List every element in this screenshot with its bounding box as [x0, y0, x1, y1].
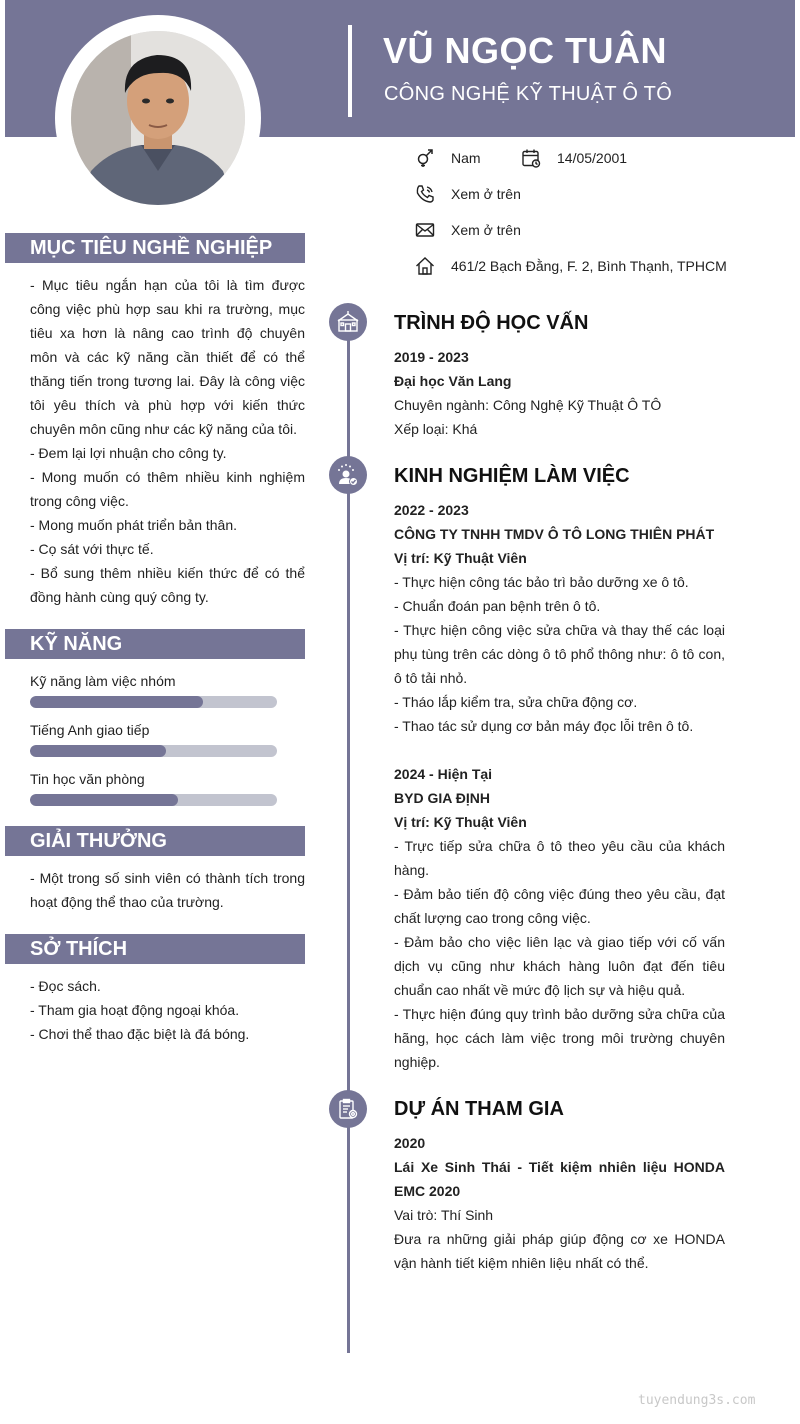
job-duty: - Thực hiện công tác bảo trì bảo dưỡng xe ô tô.: [394, 574, 689, 590]
skill-bar-fill: [30, 696, 203, 708]
candidate-name: VŨ NGỌC TUÂN: [383, 30, 667, 71]
job-block: [394, 498, 725, 738]
watermark: tuyendung3s.com: [638, 1393, 756, 1408]
skill-label: Tin học văn phòng: [30, 771, 145, 787]
objective-line: - Mục tiêu ngắn hạn của tôi là tìm được công việc phù hợp sau khi ra trường, mục tiêu xa hơn là nâng cao trình độ chuyên môn và các kỹ năng cần thiết để có thể thăng tiến trong tương lai. Đây là công việc tôi yêu thích và phù hợp với kiến thức chuyên môn cũng như các kỹ năng của tôi.: [30, 277, 305, 437]
job-company: CÔNG TY TNHH TMDV Ô TÔ LONG THIÊN PHÁT: [394, 526, 715, 542]
project-block: [394, 1131, 725, 1275]
objective-line: - Mong muốn có thêm nhiều kinh nghiệm trong công việc.: [30, 469, 305, 509]
team-icon: [329, 456, 367, 494]
gender-row: [414, 147, 481, 169]
job-duty: - Chuẩn đoán pan bệnh trên ô tô.: [394, 598, 601, 614]
skill-bar-fill: [30, 745, 166, 757]
job-company: BYD GIA ĐỊNH: [394, 790, 490, 806]
skill-bar: [30, 794, 277, 806]
job-duty: - Thực hiện công việc sửa chữa và thay thế các loại phụ tùng trên các dòng ô tô phổ thông như: ô tô con, ô tô tải nhỏ.: [394, 622, 725, 686]
job-block: [394, 762, 725, 1074]
phone-value: Xem ở trên: [451, 186, 521, 202]
school-icon: [329, 303, 367, 341]
hobbies-title: SỞ THÍCH: [5, 934, 305, 964]
education-major: Chuyên ngành: Công Nghệ Kỹ Thuật Ô TÔ: [394, 397, 662, 413]
project-year: 2020: [394, 1135, 426, 1151]
education-title: TRÌNH ĐỘ HỌC VẤN: [394, 312, 589, 334]
birthdate-value: 14/05/2001: [557, 150, 628, 166]
birthdate-row: [520, 147, 627, 169]
skill-bar: [30, 696, 277, 708]
project-role: Vai trò: Thí Sinh: [394, 1207, 494, 1223]
job-period: 2022 - 2023: [394, 502, 469, 518]
objective-text: [30, 273, 305, 609]
gender-icon: [414, 147, 436, 169]
profile-photo: [71, 31, 245, 205]
award-line: - Một trong số sinh viên có thành tích trong hoạt động thể thao của trường.: [30, 870, 305, 910]
skills-title: KỸ NĂNG: [5, 629, 305, 659]
hobby-line: - Tham gia hoạt động ngoại khóa.: [30, 1002, 240, 1018]
clipboard-gear-icon: [329, 1090, 367, 1128]
objective-line: - Đem lại lợi nhuận cho công ty.: [30, 445, 227, 461]
objective-line: - Mong muốn phát triển bản thân.: [30, 517, 238, 533]
education-school: Đại học Văn Lang: [394, 373, 512, 389]
calendar-icon: [520, 147, 542, 169]
job-duty: - Thực hiện đúng quy trình bảo dưỡng sửa chữa của hãng, học cách làm việc trong môi trường chuyên nghiệp.: [394, 1006, 725, 1070]
experience-title: KINH NGHIỆM LÀM VIỆC: [394, 465, 630, 487]
skill-label: Tiếng Anh giao tiếp: [30, 722, 150, 738]
email-row: [414, 219, 521, 241]
objective-line: - Cọ sát với thực tế.: [30, 541, 154, 557]
education-rank: Xếp loại: Khá: [394, 421, 478, 437]
home-icon: [414, 255, 436, 277]
address-value: 461/2 Bạch Đằng, F. 2, Bình Thạnh, TPHCM: [451, 258, 727, 274]
job-position: Vị trí: Kỹ Thuật Viên: [394, 814, 527, 830]
skill-label: Kỹ năng làm việc nhóm: [30, 673, 176, 689]
objective-line: - Bổ sung thêm nhiều kiến thức để có thể đồng hành cùng quý công ty.: [30, 565, 305, 605]
awards-text: [30, 866, 305, 914]
project-name: Lái Xe Sinh Thái - Tiết kiệm nhiên liệu HONDA EMC 2020: [394, 1159, 725, 1199]
skill-bar-fill: [30, 794, 178, 806]
envelope-icon: [414, 219, 436, 241]
skill-bar: [30, 745, 277, 757]
hobbies-text: [30, 974, 305, 1046]
phone-row: [414, 183, 521, 205]
hobby-line: - Chơi thể thao đặc biệt là đá bóng.: [30, 1026, 250, 1042]
projects-title: DỰ ÁN THAM GIA: [394, 1098, 564, 1120]
project-description: Đưa ra những giải pháp giúp động cơ xe HONDA vận hành tiết kiệm nhiên liệu nhất có thể.: [394, 1231, 725, 1271]
address-row: [414, 255, 727, 277]
objective-title: MỤC TIÊU NGHỀ NGHIỆP: [5, 233, 305, 263]
job-duty: - Trực tiếp sửa chữa ô tô theo yêu cầu của khách hàng.: [394, 838, 725, 878]
phone-icon: [414, 183, 436, 205]
header-divider: [348, 25, 352, 117]
job-duty: - Đảm bảo cho việc liên lạc và giao tiếp với cố vấn dịch vụ cũng như khách hàng luôn đạt đến tiêu chuẩn cao nhất về mức độ lịch sự và hiệu quả.: [394, 934, 725, 998]
job-duty: - Thao tác sử dụng cơ bản máy đọc lỗi trên ô tô.: [394, 718, 694, 734]
education-period: 2019 - 2023: [394, 349, 469, 365]
candidate-job-title: CÔNG NGHỆ KỸ THUẬT Ô TÔ: [384, 83, 673, 105]
job-duty: - Đảm bảo tiến độ công việc đúng theo yêu cầu, đạt chất lượng cao trong công việc.: [394, 886, 725, 926]
hobby-line: - Đọc sách.: [30, 978, 101, 994]
job-period: 2024 - Hiện Tại: [394, 766, 493, 782]
gender-value: Nam: [451, 150, 481, 166]
job-duty: - Tháo lắp kiểm tra, sửa chữa động cơ.: [394, 694, 638, 710]
email-value: Xem ở trên: [451, 222, 521, 238]
job-position: Vị trí: Kỹ Thuật Viên: [394, 550, 527, 566]
awards-title: GIẢI THƯỞNG: [5, 826, 305, 856]
education-block: [394, 345, 725, 441]
